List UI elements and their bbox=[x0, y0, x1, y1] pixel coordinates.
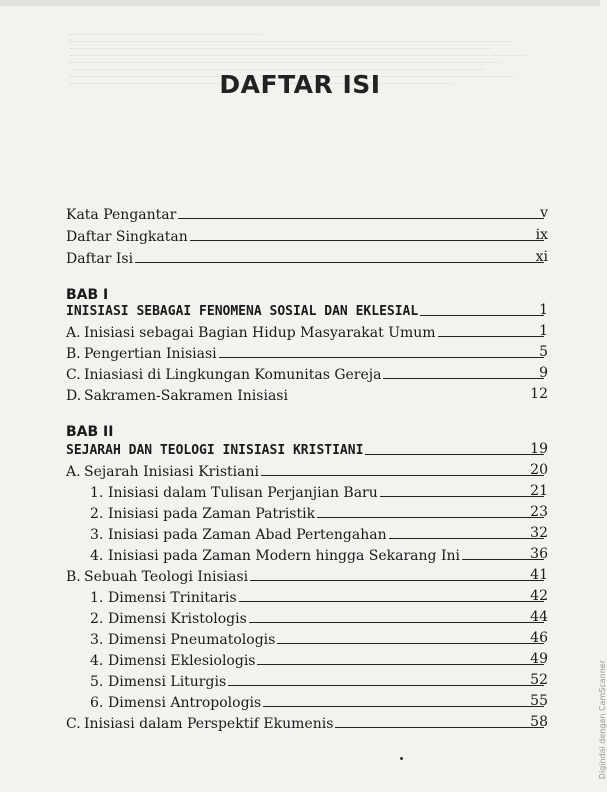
entry-label: Sejarah Inisiasi Kristiani bbox=[84, 464, 259, 480]
entry-label: Dimensi Eklesiologis bbox=[108, 653, 256, 669]
entry-label: Dimensi Liturgis bbox=[108, 674, 227, 690]
entry-number: B. bbox=[66, 346, 81, 362]
entry-number: 6. bbox=[90, 695, 104, 711]
leader-line bbox=[219, 357, 544, 358]
entry-page: 1 bbox=[539, 323, 548, 339]
toc-entry-2a3[interactable] bbox=[90, 524, 548, 544]
leader-line bbox=[261, 475, 544, 476]
entry-label: Inisiasi pada Zaman Modern hingga Sekarang Ini bbox=[108, 548, 460, 564]
leader-line bbox=[239, 601, 544, 602]
entry-label: Sakramen-Sakramen Inisiasi bbox=[84, 388, 288, 404]
entry-page: 46 bbox=[530, 630, 548, 646]
toc-entry-2b3[interactable] bbox=[90, 629, 548, 649]
toc-entry-2a4[interactable] bbox=[90, 545, 548, 565]
entry-label: Dimensi Pneumatologis bbox=[108, 632, 276, 648]
entry-number: A. bbox=[66, 325, 81, 341]
toc-entry-2b2[interactable] bbox=[90, 608, 548, 628]
page-title: DAFTAR ISI bbox=[219, 70, 381, 99]
leader-line bbox=[257, 664, 544, 665]
entry-label: Iniasiasi di Lingkungan Komunitas Gereja bbox=[84, 367, 382, 383]
entry-page: 42 bbox=[530, 588, 548, 604]
scanner-watermark: Digindai dengan CamScanner bbox=[598, 660, 607, 780]
toc-entry-2a[interactable] bbox=[66, 461, 548, 481]
leader-line bbox=[277, 643, 544, 644]
toc-entry-2a2[interactable] bbox=[90, 503, 548, 523]
leader-line bbox=[135, 262, 544, 263]
toc-entry-1c[interactable] bbox=[66, 364, 548, 384]
toc-entry-2a1[interactable] bbox=[90, 482, 548, 502]
chapter-1-label: BAB I bbox=[66, 287, 109, 303]
leader-line bbox=[250, 580, 544, 581]
toc-entry-2b4[interactable] bbox=[90, 650, 548, 670]
entry-number: D. bbox=[66, 388, 82, 404]
entry-number: 4. bbox=[90, 548, 104, 564]
entry-page: 32 bbox=[530, 525, 548, 541]
chapter-1-title-entry[interactable] bbox=[66, 301, 548, 321]
toc-entry-daftar-isi[interactable] bbox=[66, 248, 548, 268]
entry-label: Daftar Isi bbox=[66, 251, 134, 267]
entry-page: 1 bbox=[539, 302, 548, 318]
toc-entry-2b1[interactable] bbox=[90, 587, 548, 607]
entry-number: 1. bbox=[90, 485, 104, 501]
entry-page: 5 bbox=[539, 344, 548, 360]
leader-line bbox=[317, 517, 544, 518]
leader-line bbox=[335, 727, 544, 728]
entry-page: 20 bbox=[530, 462, 548, 478]
leader-line bbox=[365, 454, 544, 455]
entry-page: 55 bbox=[530, 693, 548, 709]
entry-label: Inisiasi sebagai Bagian Hidup Masyarakat Umum bbox=[84, 325, 436, 341]
leader-line bbox=[178, 218, 544, 219]
entry-page: 12 bbox=[530, 386, 548, 402]
leader-line bbox=[190, 240, 544, 241]
entry-number: 4. bbox=[90, 653, 104, 669]
toc-entry-1d[interactable] bbox=[66, 385, 548, 405]
leader-line bbox=[380, 496, 544, 497]
toc-entry-daftar-singkatan[interactable] bbox=[66, 226, 548, 246]
entry-label: Kata Pengantar bbox=[66, 207, 177, 223]
leader-line bbox=[383, 378, 544, 379]
leader-line bbox=[438, 336, 544, 337]
entry-page: 49 bbox=[530, 651, 548, 667]
entry-label: Daftar Singkatan bbox=[66, 229, 188, 245]
page-top-edge bbox=[0, 0, 600, 6]
entry-number: C. bbox=[66, 367, 81, 383]
chapter-title: SEJARAH DAN TEOLOGI INISIASI KRISTIANI bbox=[66, 443, 364, 458]
entry-number: 5. bbox=[90, 674, 104, 690]
entry-page: 36 bbox=[530, 546, 548, 562]
entry-number: 3. bbox=[90, 632, 104, 648]
chapter-title: INISIASI SEBAGAI FENOMENA SOSIAL DAN EKLESIAL bbox=[66, 304, 419, 319]
entry-number: 3. bbox=[90, 527, 104, 543]
entry-page: 44 bbox=[530, 609, 548, 625]
entry-number: B. bbox=[66, 569, 81, 585]
toc-entry-2b6[interactable] bbox=[90, 692, 548, 712]
toc-entry-2c[interactable] bbox=[66, 713, 548, 733]
entry-label: Inisiasi pada Zaman Abad Pertengahan bbox=[108, 527, 387, 543]
entry-number: 1. bbox=[90, 590, 104, 606]
entry-page: 52 bbox=[530, 672, 548, 688]
entry-page: 23 bbox=[530, 504, 548, 520]
chapter-2-label: BAB II bbox=[66, 424, 114, 440]
entry-label: Dimensi Trinitaris bbox=[108, 590, 237, 606]
toc-entry-1b[interactable] bbox=[66, 343, 548, 363]
leader-line bbox=[420, 315, 544, 316]
entry-page: 21 bbox=[530, 483, 548, 499]
entry-number: 2. bbox=[90, 506, 104, 522]
entry-page: ix bbox=[535, 227, 548, 243]
toc-entry-kata-pengantar[interactable] bbox=[66, 204, 548, 224]
entry-label: Sebuah Teologi Inisiasi bbox=[84, 569, 249, 585]
toc-entry-2b5[interactable] bbox=[90, 671, 548, 691]
entry-page: 58 bbox=[530, 714, 548, 730]
entry-page: v bbox=[540, 205, 548, 221]
entry-label: Pengertian Inisiasi bbox=[84, 346, 217, 362]
chapter-2-title-entry[interactable] bbox=[66, 440, 548, 460]
entry-page: 41 bbox=[530, 567, 548, 583]
entry-label: Dimensi Antropologis bbox=[108, 695, 262, 711]
entry-page: xi bbox=[535, 249, 548, 265]
page-mark-dot bbox=[400, 757, 403, 760]
entry-page: 19 bbox=[530, 441, 548, 457]
entry-number: C. bbox=[66, 716, 81, 732]
entry-label: Dimensi Kristologis bbox=[108, 611, 247, 627]
leader-line bbox=[389, 538, 544, 539]
entry-label: Inisiasi dalam Perspektif Ekumenis bbox=[84, 716, 334, 732]
entry-number: 2. bbox=[90, 611, 104, 627]
leader-line bbox=[263, 706, 544, 707]
leader-line bbox=[228, 685, 544, 686]
leader-line bbox=[249, 622, 544, 623]
entry-page: 9 bbox=[539, 365, 548, 381]
entry-number: A. bbox=[66, 464, 81, 480]
entry-label: Inisiasi dalam Tulisan Perjanjian Baru bbox=[108, 485, 378, 501]
toc-entry-1a[interactable] bbox=[66, 322, 548, 342]
entry-label: Inisiasi pada Zaman Patristik bbox=[108, 506, 316, 522]
toc-entry-2b[interactable] bbox=[66, 566, 548, 586]
